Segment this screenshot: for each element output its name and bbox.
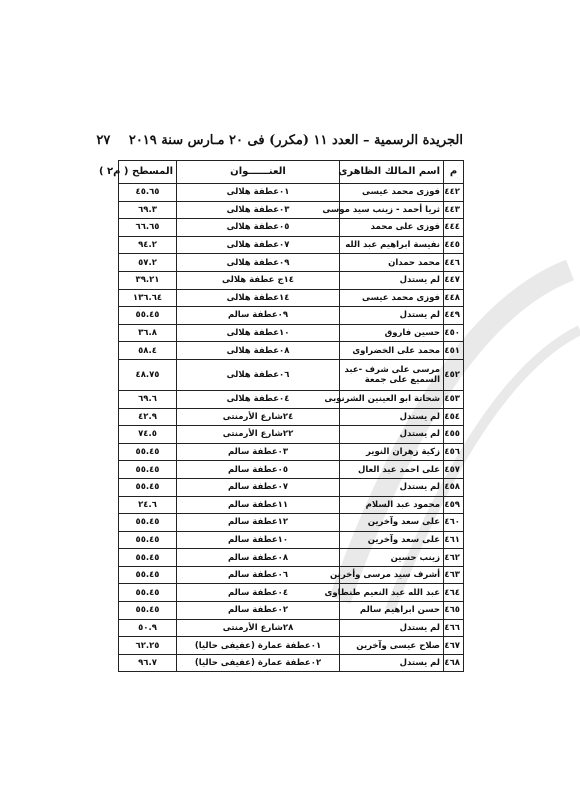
area-value: ٥٥.٤٥ <box>119 478 177 496</box>
address: ٠٩عطفة سالم <box>177 307 340 325</box>
address: ٠٨عطفة سالم <box>177 549 340 567</box>
address: ٠٤عطفة هلالى <box>177 390 340 408</box>
table-row <box>119 219 464 237</box>
address: ٠٣عطفة سالم <box>177 443 340 461</box>
row-number: ٤٦٤ <box>444 584 464 602</box>
area-value: ٥٥.٤٥ <box>119 602 177 620</box>
owner-name: أشرف سيد مرسى وأخرين <box>340 566 444 584</box>
row-number: ٤٤٥ <box>444 236 464 254</box>
row-number: ٤٤٣ <box>444 201 464 219</box>
row-number: ٤٤٨ <box>444 289 464 307</box>
table-header-row <box>119 161 464 184</box>
owner-name: حسن ابراهيم سالم <box>340 602 444 620</box>
row-number: ٤٥٦ <box>444 443 464 461</box>
area-value: ٥٥.٤٥ <box>119 584 177 602</box>
owner-name: لم يستدل <box>340 271 444 289</box>
col-header-area: المسطح ( م٢ ) <box>119 161 177 184</box>
property-table <box>98 160 464 672</box>
owner-name: لم يستدل <box>340 426 444 444</box>
table-row <box>119 184 464 202</box>
table-row <box>119 236 464 254</box>
row-number: ٤٦١ <box>444 531 464 549</box>
page-number: ٢٧ <box>96 133 111 148</box>
row-number: ٤٦٥ <box>444 602 464 620</box>
row-number: ٤٦٦ <box>444 619 464 637</box>
address: ٠٧عطفة هلالى <box>177 236 340 254</box>
row-number: ٤٦٠ <box>444 514 464 532</box>
table-row <box>119 637 464 655</box>
table-row <box>119 566 464 584</box>
table-row <box>119 359 464 390</box>
address: ١٢عطفة سالم <box>177 514 340 532</box>
table-row <box>119 324 464 342</box>
owner-name: صلاح عيسى وآخرين <box>340 637 444 655</box>
table-row <box>119 619 464 637</box>
table-row <box>119 654 464 672</box>
owner-name: نفيسة ابراهيم عبد الله <box>340 236 444 254</box>
row-number: ٤٦٧ <box>444 637 464 655</box>
area-value: ٢٤.٦ <box>119 496 177 514</box>
address: ٠٤عطفة سالم <box>177 584 340 602</box>
row-number: ٤٤٩ <box>444 307 464 325</box>
owner-name: لم يستدل <box>340 619 444 637</box>
row-number: ٤٦٨ <box>444 654 464 672</box>
row-number: ٤٦٣ <box>444 566 464 584</box>
address: ٢٢شارع الأرمنتى <box>177 426 340 444</box>
address: ٢٨شارع الأرمنتى <box>177 619 340 637</box>
col-header-owner: اسم المالك الظاهرى <box>340 161 444 184</box>
row-number: ٤٥٠ <box>444 324 464 342</box>
table-row <box>119 549 464 567</box>
address: ٠٩عطفة هلالى <box>177 254 340 272</box>
row-number: ٤٥٧ <box>444 461 464 479</box>
owner-name: مرسى على شرف -عبد السميع على جمعة <box>340 359 444 390</box>
table-row <box>119 426 464 444</box>
owner-name: فوزى محمد عيسى <box>340 289 444 307</box>
owner-name: فوزى على محمد <box>340 219 444 237</box>
row-number: ٤٥١ <box>444 342 464 360</box>
table-row <box>119 408 464 426</box>
table-row <box>119 602 464 620</box>
area-value: ٥٥.٤٥ <box>119 461 177 479</box>
row-number: ٤٤٧ <box>444 271 464 289</box>
owner-name: شحاتة ابو العينين الشرنوبى <box>340 390 444 408</box>
owner-name: زكية زهران النوير <box>340 443 444 461</box>
address: ١٠عطفة هلالى <box>177 324 340 342</box>
address: ٠٥عطفة سالم <box>177 461 340 479</box>
area-value: ٩٤.٢ <box>119 236 177 254</box>
area-value: ٤٥.٦٥ <box>119 184 177 202</box>
area-value: ٤٨.٧٥ <box>119 359 177 390</box>
owner-name: على احمد عبد العال <box>340 461 444 479</box>
address: ٠٨عطفة هلالى <box>177 342 340 360</box>
table-row <box>119 271 464 289</box>
owner-name: عبد الله عبد النعيم طنطاوى <box>340 584 444 602</box>
address: ٠١عطفة هلالى <box>177 184 340 202</box>
row-number: ٤٥٥ <box>444 426 464 444</box>
row-number: ٤٤٢ <box>444 184 464 202</box>
table-body <box>119 184 464 672</box>
area-value: ٥٥.٤٥ <box>119 531 177 549</box>
owner-name: على سعد وآخرين <box>340 514 444 532</box>
col-header-address: العنــــــوان <box>177 161 340 184</box>
area-value: ٤٢.٩ <box>119 408 177 426</box>
address: ٠١عطفة عمارة (عفيفى حاليا) <box>177 637 340 655</box>
col-header-num: م <box>444 161 464 184</box>
address: ٠٥عطفة هلالى <box>177 219 340 237</box>
area-value: ٦٩.٦ <box>119 390 177 408</box>
table-row <box>119 461 464 479</box>
address: ٠٦عطفة هلالى <box>177 359 340 390</box>
row-number: ٤٦٢ <box>444 549 464 567</box>
table-row <box>119 514 464 532</box>
area-value: ١٣٦.٦٤ <box>119 289 177 307</box>
area-value: ٥٥.٤٥ <box>119 549 177 567</box>
address: ٠٢عطفة سالم <box>177 602 340 620</box>
area-value: ٩٦.٧ <box>119 654 177 672</box>
address: ٠٧عطفة سالم <box>177 478 340 496</box>
owner-name: لم يستدل <box>340 478 444 496</box>
area-value: ٣٦.٨ <box>119 324 177 342</box>
owner-name: زينب حسين <box>340 549 444 567</box>
area-value: ٥٧.٢ <box>119 254 177 272</box>
table-row <box>119 201 464 219</box>
table-row <box>119 443 464 461</box>
address: ١٤عطفة هلالى <box>177 289 340 307</box>
row-number: ٤٥٩ <box>444 496 464 514</box>
address: ١٤ج عطفة هلالى <box>177 271 340 289</box>
table-row <box>119 342 464 360</box>
table-row <box>119 531 464 549</box>
address: ١١عطفة سالم <box>177 496 340 514</box>
address: ١٠عطفة سالم <box>177 531 340 549</box>
owner-name: حسين فاروق <box>340 324 444 342</box>
area-value: ٥٥.٤٥ <box>119 566 177 584</box>
table-row <box>119 584 464 602</box>
address: ٠٣عطفة هلالى <box>177 201 340 219</box>
owner-name: لم يستدل <box>340 408 444 426</box>
area-value: ٦٢.٢٥ <box>119 637 177 655</box>
address: ٢٤شارع الأرمنتى <box>177 408 340 426</box>
owner-name: على سعد وآخرين <box>340 531 444 549</box>
area-value: ٥٥.٤٥ <box>119 443 177 461</box>
row-number: ٤٤٤ <box>444 219 464 237</box>
area-value: ٥٥.٤٥ <box>119 307 177 325</box>
table-row <box>119 307 464 325</box>
area-value: ٦٦.٦٥ <box>119 219 177 237</box>
area-value: ٥٠.٩ <box>119 619 177 637</box>
address: ٠٦عطفة سالم <box>177 566 340 584</box>
row-number: ٤٤٦ <box>444 254 464 272</box>
owner-name: لم يستدل <box>340 307 444 325</box>
area-value: ٧٤.٥ <box>119 426 177 444</box>
area-value: ٦٩.٣ <box>119 201 177 219</box>
address: ٠٢عطفة عمارة (عفيفى حاليا) <box>177 654 340 672</box>
row-number: ٤٥٨ <box>444 478 464 496</box>
owner-name: محمد حمدان <box>340 254 444 272</box>
table-row <box>119 478 464 496</box>
owner-name: محمد على الخضراوى <box>340 342 444 360</box>
table-row <box>119 390 464 408</box>
header-title: الجريدة الرسمية – العدد ١١ (مكرر) فى ٢٠ مـارس سنة ٢٠١٩ <box>128 133 463 148</box>
table-row <box>119 496 464 514</box>
row-number: ٤٥٢ <box>444 359 464 390</box>
area-value: ٥٨.٤ <box>119 342 177 360</box>
row-number: ٤٥٤ <box>444 408 464 426</box>
owner-name: فوزى محمد عيسى <box>340 184 444 202</box>
row-number: ٤٥٣ <box>444 390 464 408</box>
table-row <box>119 289 464 307</box>
page-header <box>96 133 463 151</box>
owner-name: لم يستدل <box>340 654 444 672</box>
area-value: ٥٥.٤٥ <box>119 514 177 532</box>
owner-name: ثريا أحمد - زينب سيد موسى <box>340 201 444 219</box>
owner-name: محمود عبد السلام <box>340 496 444 514</box>
area-value: ٣٩.٢١ <box>119 271 177 289</box>
table-row <box>119 254 464 272</box>
